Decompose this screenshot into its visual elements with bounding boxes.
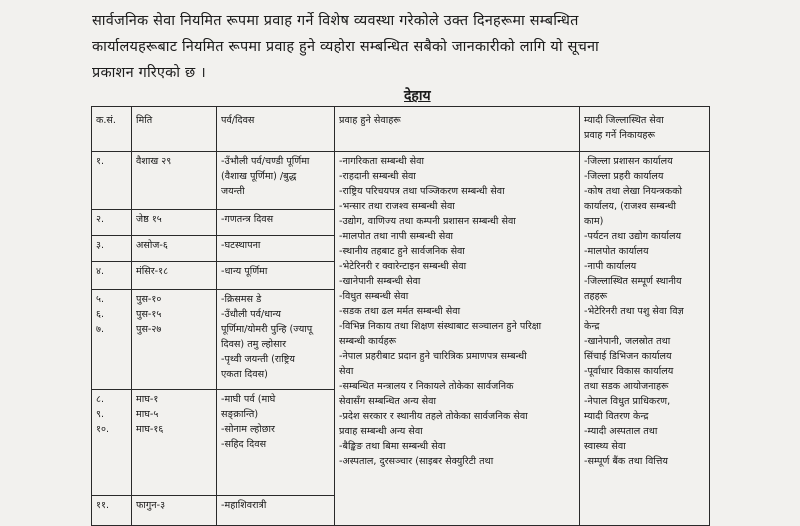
festival-line: -पृथ्वी जयन्ती (राष्ट्रिय — [221, 354, 295, 365]
service-item: -भेटेरिनरी र क्वारेन्टाइन सम्बन्धी सेवा — [339, 261, 467, 272]
sn-value: ५. — [96, 294, 105, 305]
festival-cell — [217, 236, 335, 262]
date-cell — [132, 496, 217, 526]
header-offices-line1: म्यादी जिल्लास्थित सेवा — [584, 115, 664, 126]
sn-value: २. — [96, 214, 105, 225]
date-value: वैशाख २९ — [136, 156, 172, 167]
service-item: -भन्सार तथा राजश्व सम्बन्धी सेवा — [339, 201, 455, 212]
header-sn: क.सं. — [92, 107, 132, 152]
sn-value: ११. — [96, 500, 110, 511]
sn-value: १०. — [96, 424, 110, 435]
service-item: सम्बन्धी कार्यहरू — [339, 336, 397, 347]
sn-value: ३. — [96, 240, 105, 251]
service-item: -नागरिकता सम्बन्धी सेवा — [339, 156, 424, 167]
service-item: सेवासँग सम्बन्धित अन्य सेवा — [339, 396, 436, 407]
header-festival: पर्व/दिवस — [217, 107, 335, 152]
service-item: -सम्बन्धित मन्त्रालय र निकायले तोकेका सार्वजनिक — [339, 381, 514, 392]
date-cell — [132, 210, 217, 236]
festival-cell — [217, 262, 335, 290]
office-item: कार्यालय, (राजश्व सम्बन्धी — [584, 201, 676, 212]
service-item: -बैङ्किङ तथा बिमा सम्बन्धी सेवा — [339, 441, 446, 452]
service-item: सेवा — [339, 366, 354, 377]
festival-line: -उँभौली पर्व/चण्डी पूर्णिमा — [221, 156, 310, 167]
holiday-service-table — [91, 106, 710, 526]
office-item: -पर्यटन तथा उद्योग कार्यालय — [584, 231, 682, 242]
office-item: -नापी कार्यालय — [584, 261, 637, 272]
service-item: प्रवाह सम्बन्धी अन्य सेवा — [339, 426, 423, 437]
sn-cell — [92, 152, 132, 210]
sn-cell — [92, 290, 132, 390]
festival-line: -सोनाम ल्होछार — [221, 424, 275, 435]
office-item: -जिल्ला प्रहरी कार्यालय — [584, 171, 664, 182]
service-item: -उद्योग, वाणिज्य तथा कम्पनी प्रशासन सम्बन्धी सेवा — [339, 216, 516, 227]
service-item: -नेपाल प्रहरीबाट प्रदान हुने चारित्रिक प्रमाणपत्र सम्बन्धी — [339, 351, 527, 362]
date-value: जेष्ठ १५ — [136, 214, 162, 225]
festival-line: (वैशाख पूर्णिमा) /बुद्ध — [221, 171, 297, 182]
date-value: फागुन-३ — [136, 500, 166, 511]
service-item: -विधुत सम्बन्धी सेवा — [339, 291, 409, 302]
office-item: -नेपाल विधुत प्राधिकरण, — [584, 396, 671, 407]
date-value: माघ-५ — [136, 409, 159, 420]
date-value: माघ-१६ — [136, 424, 164, 435]
date-value: पुस-१० — [136, 294, 162, 305]
festival-line: -गणतन्त्र दिवस — [221, 214, 274, 225]
festival-line: सङ्क्रान्ति) — [221, 409, 259, 420]
offices-cell — [580, 152, 710, 526]
date-value: माघ-१ — [136, 394, 159, 405]
festival-line: -घटस्थापना — [221, 240, 261, 251]
festival-line: एकता दिवस) — [221, 369, 268, 380]
date-cell — [132, 152, 217, 210]
sn-cell — [92, 496, 132, 526]
festival-line: -माघी पर्व (माघे — [221, 394, 276, 405]
date-value: असोज-६ — [136, 240, 168, 251]
festival-line: -महाशिवरात्री — [221, 500, 267, 511]
office-item: -जिल्ला प्रशासन कार्यालय — [584, 156, 673, 167]
office-item: -कोष तथा लेखा नियन्त्रकको — [584, 186, 682, 197]
office-item: -पूर्वाधार विकास कार्यालय — [584, 366, 674, 377]
date-value: पुस-१५ — [136, 309, 162, 320]
table-row — [92, 152, 710, 210]
table-header-row — [92, 107, 710, 152]
festival-line: -धान्य पूर्णिमा — [221, 266, 268, 277]
header-offices-line2: प्रवाह गर्ने निकायहरू — [584, 130, 655, 141]
header-services: प्रवाह हुने सेवाहरू — [335, 107, 580, 152]
service-item: -राष्ट्रिय परिचयपत्र तथा पञ्जिकरण सम्बन्धी सेवा — [339, 186, 505, 197]
office-item: -भेटेरिनरी तथा पशु सेवा विज्ञ — [584, 306, 684, 317]
date-cell — [132, 236, 217, 262]
festival-line: -सहिद दिवस — [221, 439, 267, 450]
office-item: स्वास्थ्य सेवा — [584, 441, 626, 452]
service-item: -अस्पताल, दुरसञ्चार (साइबर सेक्युरिटी तथा — [339, 456, 494, 467]
sn-cell — [92, 236, 132, 262]
office-item: म्यादी वितरण केन्द्र — [584, 411, 649, 422]
office-item: -म्यादी अस्पताल तथा — [584, 426, 658, 437]
sn-cell — [92, 262, 132, 290]
festival-cell — [217, 152, 335, 210]
festival-cell — [217, 210, 335, 236]
office-item: तथा सडक आयोजनाहरू — [584, 381, 669, 392]
office-item: -खानेपानी, जलस्रोत तथा — [584, 336, 671, 347]
intro-line-3: प्रकाशन गरिएको छ । — [92, 65, 206, 81]
service-item: -स्थानीय तहबाट हुने सार्वजनिक सेवा — [339, 246, 465, 257]
service-item: -मालपोत तथा नापी सम्बन्धी सेवा — [339, 231, 454, 242]
header-date: मिति — [132, 107, 217, 152]
service-item: -सडक तथा ढल मर्मत सम्बन्धी सेवा — [339, 306, 461, 317]
sn-value: ४. — [96, 266, 105, 277]
service-item: -राहदानी सम्बन्धी सेवा — [339, 171, 416, 182]
date-cell — [132, 390, 217, 496]
festival-line: जयन्ती — [221, 186, 245, 197]
festival-cell — [217, 390, 335, 496]
office-item: केन्द्र — [584, 321, 600, 332]
section-title: देहाय — [404, 88, 431, 104]
sn-cell — [92, 210, 132, 236]
date-value: मंसिर-१८ — [136, 266, 169, 277]
date-cell — [132, 262, 217, 290]
festival-line: -क्रिसमस डे — [221, 294, 262, 305]
sn-value: ६. — [96, 309, 105, 320]
office-item: तहहरू — [584, 291, 608, 302]
sn-value: ७. — [96, 324, 105, 335]
sn-cell — [92, 390, 132, 496]
intro-line-1: सार्वजनिक सेवा नियमित रूपमा प्रवाह गर्ने विशेष व्यवस्था गरेकोले उक्त दिनहरूमा सम्बन्धित — [92, 13, 579, 29]
intro-line-2: कार्यालयहरूबाट नियमित रूपमा प्रवाह हुने व्यहोरा सम्बन्धित सबैको जानकारीको लागि यो सूचना — [92, 39, 599, 55]
header-offices — [580, 107, 710, 152]
sn-value: १. — [96, 156, 105, 167]
services-cell — [335, 152, 580, 526]
service-item: -खानेपानी सम्बन्धी सेवा — [339, 276, 421, 287]
festival-line: -उँधौली पर्व/धान्य — [221, 309, 281, 320]
office-item: -मालपोत कार्यालय — [584, 246, 649, 257]
date-value: पुस-२७ — [136, 324, 162, 335]
service-item: -विभिन्न निकाय तथा शिक्षण संस्थाबाट सञ्चालन हुने परिक्षा — [339, 321, 542, 332]
office-item: -सम्पूर्ण बैंक तथा वित्तिय — [584, 456, 668, 467]
sn-value: ९. — [96, 409, 105, 420]
office-item: सिंचाई डिभिजन कार्यालय — [584, 351, 672, 362]
date-cell — [132, 290, 217, 390]
festival-line: पूर्णिमा/योमरी पुन्हि (ज्यापू — [221, 324, 313, 335]
festival-cell — [217, 290, 335, 390]
service-item: -प्रदेश सरकार र स्थानीय तहले तोकेका सार्वजनिक सेवा — [339, 411, 528, 422]
festival-cell — [217, 496, 335, 526]
festival-line: दिवस) तमु ल्होसार — [221, 339, 287, 350]
office-item: -जिल्लास्थित सम्पूर्ण स्थानीय — [584, 276, 682, 287]
sn-value: ८. — [96, 394, 105, 405]
office-item: काम) — [584, 216, 604, 227]
